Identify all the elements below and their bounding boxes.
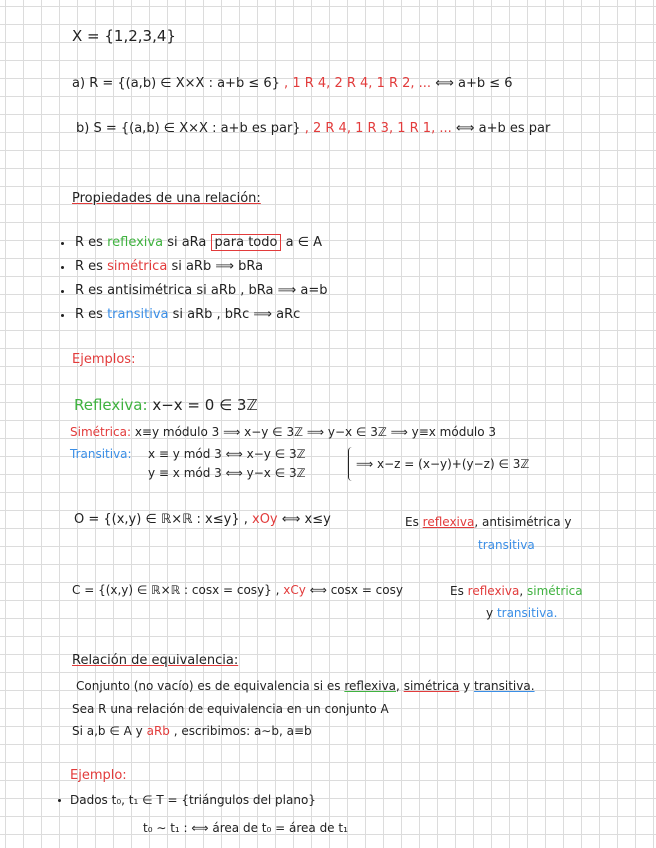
o-relation (74, 512, 331, 528)
equivalence-line-3-a: Si a,b ∈ A y (72, 724, 143, 738)
reflexiva-example-text: x−x = 0 ∈ 3ℤ (152, 396, 258, 414)
triangles-given-line: Dados t₀, t₁ ∈ T = {triángulos del plano} (70, 793, 316, 807)
c-relation-iff: ⟺ cosx = cosy (309, 583, 403, 597)
example-b-comma-1: , (304, 121, 309, 136)
set-text: X = {1,2,3,4} (72, 27, 176, 45)
c-relation (72, 582, 403, 598)
example-a-label: a) (72, 76, 86, 91)
brace (348, 447, 354, 481)
property-reflexiva-a: R es (75, 235, 103, 250)
example-a-pair-3: 1 R 2 (376, 76, 411, 91)
property-transitiva-name: transitiva (107, 307, 169, 322)
equivalence-line-3 (72, 723, 312, 739)
equivalence-reflexiva: reflexiva (344, 679, 397, 693)
example-b-comma-3: , (388, 121, 394, 136)
bullet (58, 799, 61, 802)
example-b-pair-2: 1 R 3 (355, 121, 389, 136)
simetrica-example-text: x≡y módulo 3 ⟹ x−y ∈ 3ℤ ⟹ y−x ∈ 3ℤ ⟹ y≡x módulo 3 (134, 425, 497, 439)
equivalence-simetrica: simétrica (403, 679, 460, 693)
set-definition (72, 28, 176, 44)
example-a-comma-3: , (368, 76, 373, 91)
example-a-pair-1: 1 R 4 (292, 76, 327, 91)
simetrica-example (70, 424, 496, 440)
example-a-def: R = {(a,b) ∈ X×X : a+b ≤ 6} (89, 76, 280, 91)
bullet (61, 266, 64, 269)
o-relation-iff: ⟺ x≤y (281, 512, 331, 527)
property-reflexiva (75, 235, 322, 251)
property-antisimetrica (75, 283, 327, 299)
equivalence-title: Relación de equivalencia: (72, 653, 239, 668)
o-relation-xoy: xOy (252, 512, 278, 527)
o-relation-es: Es (405, 515, 419, 529)
property-reflexiva-c: si aRa (167, 235, 207, 250)
simetrica-example-label: Simétrica: (70, 425, 131, 439)
property-antisimetrica-text: R es antisimétrica si aRb , bRa ⟹ a=b (75, 283, 328, 298)
example-a (72, 76, 513, 92)
example-b-def: S = {(a,b) ∈ X×X : a+b es par} (93, 121, 301, 136)
c-relation-reflexiva: reflexiva (467, 584, 520, 598)
c-relation-line2 (486, 605, 557, 621)
o-relation-reflexiva: reflexiva (422, 515, 475, 529)
examples-title: Ejemplos: (72, 352, 136, 367)
o-relation-def: O = {(x,y) ∈ ℝ×ℝ : x≤y} , (74, 512, 248, 527)
property-reflexiva-name: reflexiva (107, 235, 164, 250)
equivalence-line-1-a: Conjunto (no vacío) es de equivalencia si es (76, 679, 341, 693)
example-b-pair-1: 2 R 4 (312, 121, 347, 136)
c-relation-y: y (486, 606, 494, 620)
example-b-dots: , ... (431, 121, 452, 136)
bullet (61, 290, 64, 293)
reflexiva-example (74, 397, 258, 413)
c-relation-simetrica: simétrica (527, 584, 583, 598)
transitiva-example-label: Transitiva: (70, 447, 132, 461)
property-simetrica-c: si aRb ⟹ bRa (171, 259, 264, 274)
o-relation-transitiva: transitiva (478, 538, 535, 552)
equivalence-line-2: Sea R una relación de equivalencia en un conjunto A (72, 702, 389, 716)
example-b-pair-3: 1 R 1 (397, 121, 432, 136)
triangles-relation-line: t₀ ∼ t₁ : ⟺ área de t₀ = área de t₁ (143, 821, 348, 835)
property-transitiva-a: R es (75, 307, 103, 322)
c-relation-comma: , (519, 584, 524, 598)
bullet (61, 314, 64, 317)
equivalence-line-1 (76, 678, 535, 694)
example-a-pair-2: 2 R 4 (334, 76, 369, 91)
example-b (76, 121, 550, 137)
o-relation-rest: , antisimétrica y (474, 515, 572, 529)
example-a-comma-2: , (326, 76, 331, 91)
property-simetrica-a: R es (75, 259, 103, 274)
property-transitiva-c: si aRb , bRc ⟹ aRc (172, 307, 301, 322)
transitiva-example-line1: x ≡ y mód 3 ⟺ x−y ∈ 3ℤ (148, 447, 306, 461)
c-relation-transitiva: transitiva. (496, 606, 558, 620)
example-b-comma-2: , (346, 121, 351, 136)
transitiva-example-line2: y ≡ x mód 3 ⟺ y−x ∈ 3ℤ (148, 466, 306, 480)
equivalence-y: y (463, 679, 471, 693)
example-b-label: b) (76, 121, 90, 136)
transitiva-example-result: ⟹ x−z = (x−y)+(y−z) ∈ 3ℤ (356, 457, 530, 471)
equivalence-transitiva: transitiva. (474, 679, 535, 693)
equivalence-line-3-c: , escribimos: a∼b, a≡b (173, 724, 312, 738)
equivalence-arb: aRb (146, 724, 170, 738)
example-a-comma-1: , (284, 76, 289, 91)
c-relation-xcy: xCy (283, 583, 306, 597)
example-b-iff: ⟺ a+b es par (455, 121, 551, 136)
c-relation-properties (450, 583, 583, 599)
property-simetrica-name: simétrica (107, 259, 168, 274)
c-relation-es: Es (450, 584, 464, 598)
c-relation-def: C = {(x,y) ∈ ℝ×ℝ : cosx = cosy} , (72, 583, 280, 597)
example-a-dots: , ... (410, 76, 432, 91)
example-title: Ejemplo: (70, 768, 127, 783)
reflexiva-example-label: Reflexiva: (74, 396, 148, 414)
property-transitiva (75, 307, 300, 323)
properties-title: Propiedades de una relación: (72, 191, 261, 206)
o-relation-properties (405, 514, 571, 530)
example-a-iff: ⟺ a+b ≤ 6 (435, 76, 513, 91)
equivalence-comma: , (396, 679, 400, 693)
bullet (61, 242, 64, 245)
property-simetrica (75, 259, 263, 275)
property-reflexiva-e: a ∈ A (285, 235, 323, 250)
property-reflexiva-boxed: para todo (211, 234, 282, 251)
